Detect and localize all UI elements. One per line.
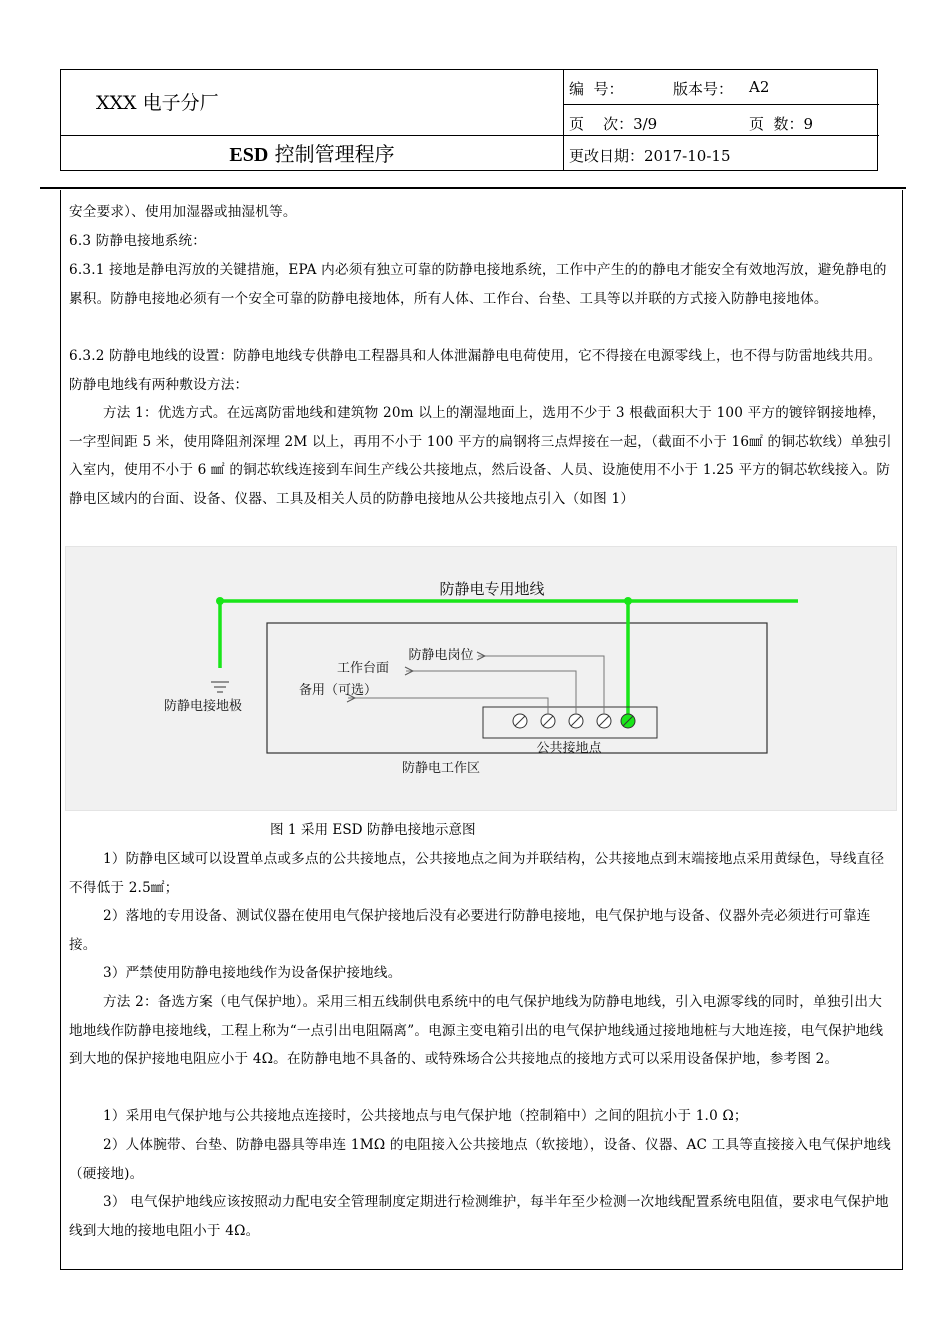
paragraph: 方法 2：备选方案（电气保护地）。采用三相五线制供电系统中的电气保护地线为防静电地线，引入电源零线的同时，单独引出大地地线作防静电接地线，工程上称为“一点引出电阻隔离”。电源主变电箱引出的电气保护地线通过接地地桩与大地连接，电气保护地线到大地的保护接地电阻应小于 4Ω。在防静电地不具备的、或特殊场合公共接地点的接地方式可以采用设备保护地，参考图 2。: [69, 994, 884, 1068]
list-item: 3）严禁使用防静电接地线作为设备保护接地线。: [103, 965, 402, 981]
junction-dot: [216, 597, 224, 605]
junction-dot: [624, 597, 632, 605]
version-value: A2: [749, 78, 770, 96]
bench-label: 工作台面: [336, 661, 390, 676]
paragraph: 6.3.1 接地是静电泻放的关键措施，EPA 内必须有独立可靠的防静电接地系统，工作中产生的的静电才能安全有效地泻放，避免静电的累积。防静电接地必须有一个安全可靠的防静电接地体，所有人体、工作台、台垫、工具等以并联的方式接入防静电接地体。: [69, 262, 887, 307]
document-title-bold: ESD: [229, 144, 269, 166]
work-area-label: 防静电工作区: [401, 761, 481, 776]
common-point-label: 公共接地点: [536, 741, 602, 756]
main-line-label: 防静电专用地线: [439, 580, 545, 598]
header-divider: [563, 104, 879, 105]
paragraph: 6.3.2 防静电地线的设置：防静电地线专供静电工程器具和人体泄漏静电电荷使用，它不得接在电源零线上，也不得与防雷地线共用。防静电地线有两种敷设方法：: [69, 348, 882, 393]
list-item: 1）采用电气保护地与公共接地点连接时，公共接地点与电气保护地（控制箱中）之间的阻抗小于 1.0 Ω；: [103, 1108, 748, 1124]
header-divider: [61, 135, 563, 136]
ground-electrode-label: 防静电接地极: [163, 699, 243, 714]
post-connector: [478, 656, 604, 714]
document-title: [61, 138, 563, 167]
spare-label: 备用（可选）: [298, 683, 378, 698]
header-divider: [563, 70, 564, 170]
grounding-diagram: [65, 546, 897, 811]
page-count: 页 数：9: [749, 115, 814, 133]
doc-number-label: 编 号：: [569, 80, 624, 98]
company-name: XXX 电子分厂: [96, 92, 219, 114]
header-divider: [563, 135, 879, 136]
list-item: 2）落地的专用设备、测试仪器在使用电气保护接地后没有必要进行防静电接地，电气保护地与设备、仪器外壳必须进行可靠连接。: [69, 908, 871, 953]
terminal-screws: [513, 714, 635, 728]
section-heading: 6.3 防静电接地系统：: [69, 233, 207, 249]
post-label: 防静电岗位: [408, 648, 474, 663]
paragraph: 方法 1：优选方式。在远离防雷地线和建筑物 20m 以上的潮湿地面上，选用不少于 3 根截面积大于 100 平方的镀锌钢接地棒，一字型间距 5 米，使用降阻剂深埋 2M 以上，再用不小于 100 平方的扁钢将三点焊接在一起，（截面不小于 16㎟ 的铜芯软线）单独引入室内，使用不小于 6 ㎟ 的铜芯软线连接到车间生产线公共接地点，然后设备、人员、设施使用不小于 1.25 平方的铜芯软线接入。防静电区域内的台面、设备、仪器、工具及相关人员的防静电接地从公共接地点引入（如图 1）: [69, 405, 892, 508]
header-table: [60, 69, 878, 171]
bench-connector: [406, 671, 576, 714]
revision-date: 更改日期：2017-10-15: [569, 147, 731, 165]
spare-connector: [348, 698, 548, 714]
list-item: 3） 电气保护地线应该按照动力配电安全管理制度定期进行检测维护，每半年至少检测一次地线配置系统电阻值，要求电气保护地线到大地的接地电阻小于 4Ω。: [69, 1194, 889, 1239]
page-number: 页 次：3/9: [569, 115, 658, 133]
list-item: 1）防静电区域可以设置单点或多点的公共接地点，公共接地点之间为并联结构，公共接地点到末端接地点采用黄绿色，导线直径不得低于 2.5㎟；: [69, 851, 885, 896]
list-item: 2）人体腕带、台垫、防静电器具等串连 1MΩ 的电阻接入公共接地点（软接地），设备、仪器、AC 工具等直接接入电气保护地线（硬接地)。: [69, 1137, 891, 1182]
version-label: 版本号：: [673, 80, 734, 98]
document-title-rest: 控制管理程序: [268, 142, 395, 166]
header-separator: [40, 187, 906, 189]
figure-caption: 图 1 采用 ESD 防静电接地示意图: [270, 822, 476, 838]
paragraph: 安全要求）、使用加湿器或抽湿机等。: [69, 204, 297, 220]
